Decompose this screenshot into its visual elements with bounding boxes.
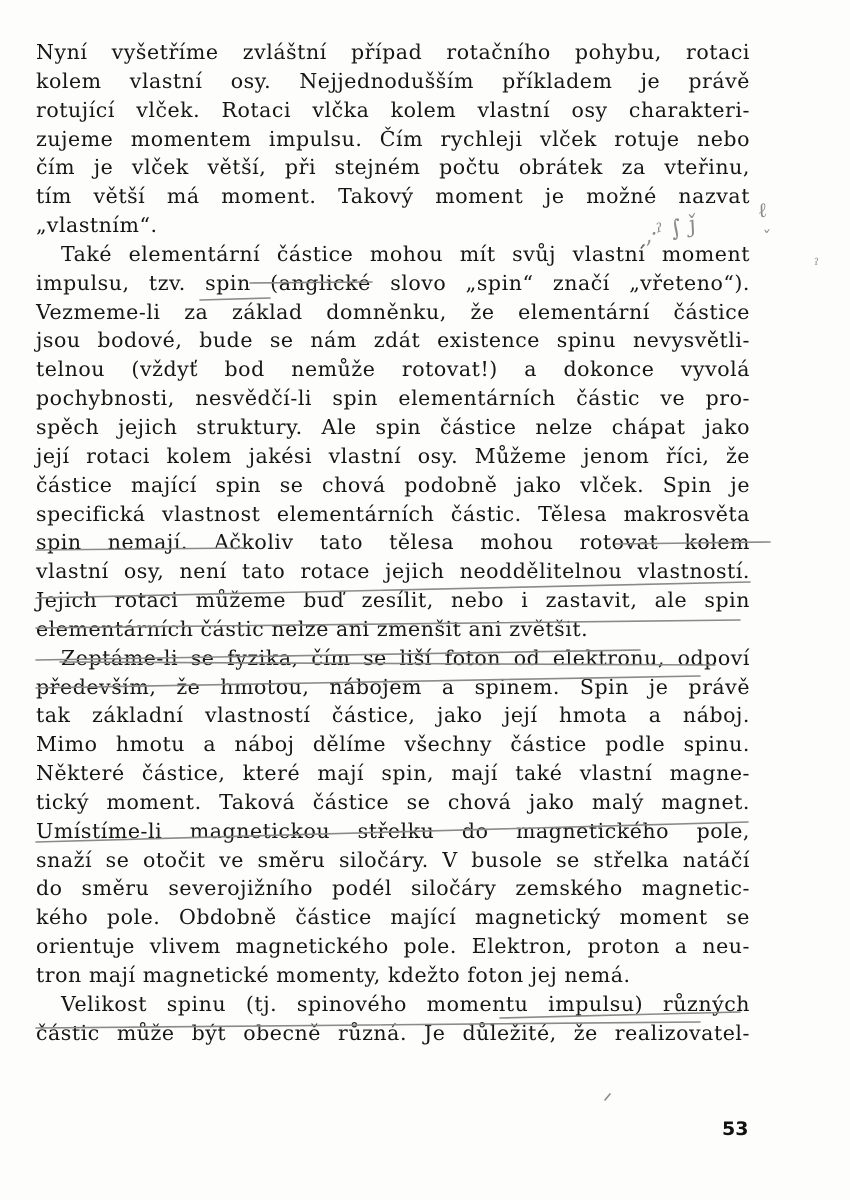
text-line: čím je vlček větší, při stejném počtu obrátek za vteřinu, bbox=[36, 155, 750, 180]
text-line: tím větší má moment. Takový moment je možné nazvat bbox=[36, 184, 750, 209]
text-line: specifická vlastnost elementárních částic. Tělesa makrosvěta bbox=[36, 501, 750, 526]
text-line: její rotaci kolem jakési vlastní osy. Můžeme jenom říci, že bbox=[36, 443, 750, 468]
text-line: do směru severojižního podél siločáry zemského magnetic- bbox=[36, 876, 750, 901]
text-line: částic může být obecně různá. Je důležité, že realizovatel- bbox=[36, 1020, 750, 1045]
text-line: především, že hmotou, nábojem a spinem. Spin je právě bbox=[36, 674, 750, 699]
text-line: elementárních částic nelze ani zmenšit ani zvětšit. bbox=[36, 616, 589, 641]
text-line: telnou (vždyť bod nemůže rotovat!) a dokonce vyvolá bbox=[36, 357, 750, 382]
text-line: Některé částice, které mají spin, mají také vlastní magne- bbox=[36, 761, 750, 786]
text-line: Velikost spinu (tj. spinového momentu impulsu) různých bbox=[61, 991, 750, 1016]
text-line: Mimo hmotu a náboj dělíme všechny částice podle spinu. bbox=[36, 732, 750, 757]
page-number: 53 bbox=[722, 1118, 749, 1140]
margin-scribble: ℓ bbox=[755, 197, 769, 223]
margin-scribble: ˀ bbox=[813, 254, 822, 275]
margin-scribble: ˇ bbox=[760, 227, 773, 250]
text-line: impulsu, tzv. spin (anglické slovo „spin“ značí „vřeteno“). bbox=[36, 270, 750, 295]
text-line: orientuje vlivem magnetického pole. Elektron, proton a neu- bbox=[36, 934, 750, 959]
text-line: jsou bodové, bude se nám zdát existence spinu nevysvětli- bbox=[36, 328, 750, 353]
text-line: kolem vlastní osy. Nejjednodušším příkladem je právě bbox=[36, 68, 750, 93]
body-text bbox=[36, 38, 750, 1048]
text-line: tron mají magnetické momenty, kdežto foton jej nemá. bbox=[36, 963, 631, 987]
text-line: tický moment. Taková částice se chová jako malý magnet. bbox=[36, 789, 750, 814]
text-line: „vlastním“. bbox=[36, 213, 158, 238]
text-line: Také elementární částice mohou mít svůj vlastní moment bbox=[61, 241, 750, 266]
text-line: vlastní osy, není tato rotace jejich neoddělitelnou vlastností. bbox=[36, 559, 750, 584]
text-line: kého pole. Obdobně částice mající magnetický moment se bbox=[36, 905, 750, 930]
margin-scribble: ˏ,·ˀ ∫ ǰ bbox=[633, 212, 699, 251]
text-line: snaží se otočit ve směru siločáry. V busole se střelka natáčí bbox=[36, 847, 750, 872]
text-line: pochybnosti, nesvědčí-li spin elementárních částic ve pro- bbox=[36, 386, 750, 411]
text-line: Zeptáme-li se fyzika, čím se liší foton od elektronu, odpoví bbox=[61, 645, 750, 670]
text-line: rotující vlček. Rotaci vlčka kolem vlastní osy charakteri- bbox=[36, 97, 750, 122]
text-line: Jejich rotaci můžeme buď zesílit, nebo i zastavit, ale spin bbox=[36, 588, 750, 613]
underline-mark bbox=[605, 1094, 610, 1100]
text-line: Vezmeme-li za základ domněnku, že elementární částice bbox=[36, 299, 750, 324]
text-line: Nyní vyšetříme zvláštní případ rotačního pohybu, rotaci bbox=[36, 40, 750, 64]
text-line: spin nemají. Ačkoliv tato tělesa mohou rotovat kolem bbox=[36, 530, 750, 555]
text-line: tak základní vlastností částice, jako její hmota a náboj. bbox=[36, 703, 750, 728]
text-line: Umístíme-li magnetickou střelku do magnetického pole, bbox=[36, 818, 750, 843]
text-line: zujeme momentem impulsu. Čím rychleji vlček rotuje nebo bbox=[36, 126, 750, 151]
text-line: částice mající spin se chová podobně jako vlček. Spin je bbox=[36, 472, 750, 497]
text-line: spěch jejich struktury. Ale spin částice nelze chápat jako bbox=[36, 414, 750, 439]
